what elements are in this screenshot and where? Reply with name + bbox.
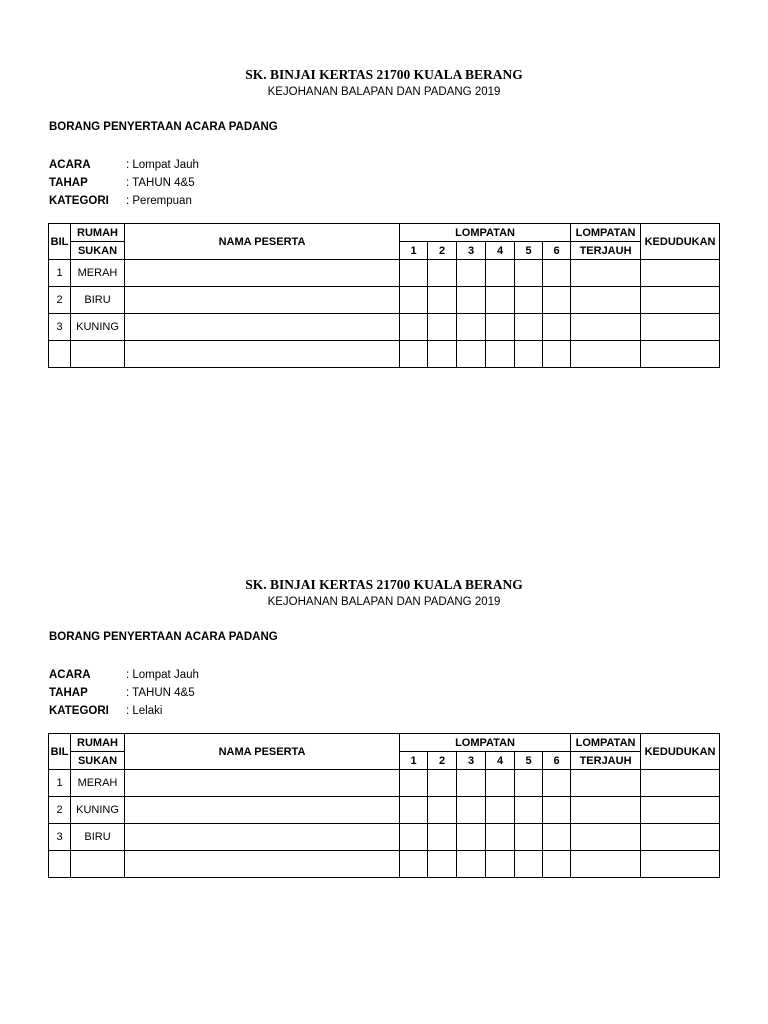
jump-6-cell[interactable] [543, 260, 571, 287]
jump-6-cell[interactable] [543, 770, 571, 797]
jump-5-cell[interactable] [515, 314, 543, 341]
jump-5-cell[interactable] [515, 260, 543, 287]
jump-2-cell[interactable] [428, 260, 457, 287]
sukan-header: SUKAN [71, 242, 125, 260]
table-row [49, 287, 720, 314]
table-row [49, 797, 720, 824]
table-row [49, 260, 720, 287]
jump-number-header: 2 [428, 242, 457, 260]
rumah-sukan-cell: KUNING [71, 797, 125, 824]
jump-number-header: 1 [400, 242, 428, 260]
kedudukan-header: KEDUDUKAN [641, 224, 720, 260]
jump-1-cell[interactable] [400, 824, 428, 851]
jump-3-cell[interactable] [457, 260, 486, 287]
sukan-header: SUKAN [71, 752, 125, 770]
rumah-sukan-cell: BIRU [71, 824, 125, 851]
jump-2-cell[interactable] [428, 341, 457, 368]
kedudukan-cell[interactable] [641, 797, 720, 824]
lompatan-terjauh-cell[interactable] [571, 314, 641, 341]
jump-5-cell[interactable] [515, 770, 543, 797]
lompatan-terjauh-cell[interactable] [571, 260, 641, 287]
rumah-sukan-cell: KUNING [71, 314, 125, 341]
kategori-value: : Perempuan [126, 195, 192, 207]
jump-3-cell[interactable] [457, 797, 486, 824]
lompatan-header: LOMPATAN [400, 734, 571, 752]
entry-table [48, 223, 720, 368]
lompatan-terjauh-cell[interactable] [571, 287, 641, 314]
jump-number-header: 1 [400, 752, 428, 770]
jump-6-cell[interactable] [543, 851, 571, 878]
kedudukan-cell[interactable] [641, 770, 720, 797]
bil-cell: 2 [49, 287, 71, 314]
jump-4-cell[interactable] [486, 824, 515, 851]
jump-1-cell[interactable] [400, 851, 428, 878]
jump-2-cell[interactable] [428, 824, 457, 851]
kategori-label: KATEGORI [49, 195, 109, 207]
jump-3-cell[interactable] [457, 851, 486, 878]
acara-label: ACARA [49, 669, 91, 681]
jump-2-cell[interactable] [428, 770, 457, 797]
jump-1-cell[interactable] [400, 260, 428, 287]
lompatan-terjauh-cell[interactable] [571, 851, 641, 878]
jump-6-cell[interactable] [543, 824, 571, 851]
lompatan-header: LOMPATAN [400, 224, 571, 242]
jump-6-cell[interactable] [543, 314, 571, 341]
acara-label: ACARA [49, 159, 91, 171]
jump-5-cell[interactable] [515, 341, 543, 368]
table-row [49, 770, 720, 797]
jump-1-cell[interactable] [400, 797, 428, 824]
bil-header: BIL [49, 734, 71, 770]
rumah-sukan-cell: BIRU [71, 287, 125, 314]
jump-3-cell[interactable] [457, 824, 486, 851]
nama-peserta-cell[interactable] [125, 341, 400, 368]
jump-4-cell[interactable] [486, 341, 515, 368]
jump-5-cell[interactable] [515, 797, 543, 824]
kedudukan-cell[interactable] [641, 824, 720, 851]
lompatan-terjauh-cell[interactable] [571, 797, 641, 824]
bil-cell: 3 [49, 824, 71, 851]
lompatan-terjauh-cell[interactable] [571, 341, 641, 368]
jump-3-cell[interactable] [457, 287, 486, 314]
nama-peserta-cell[interactable] [125, 851, 400, 878]
jump-number-header: 4 [486, 242, 515, 260]
nama-peserta-cell[interactable] [125, 770, 400, 797]
entry-table [48, 733, 720, 878]
kedudukan-cell[interactable] [641, 851, 720, 878]
jump-6-cell[interactable] [543, 341, 571, 368]
rumah-sukan-cell [71, 851, 125, 878]
jump-4-cell[interactable] [486, 851, 515, 878]
rumah-sukan-cell: MERAH [71, 260, 125, 287]
table-row [49, 824, 720, 851]
jump-2-cell[interactable] [428, 851, 457, 878]
nama-peserta-header: NAMA PESERTA [125, 224, 400, 260]
jump-1-cell[interactable] [400, 770, 428, 797]
table-row [49, 341, 720, 368]
event-title: KEJOHANAN BALAPAN DAN PADANG 2019 [267, 596, 501, 608]
kedudukan-cell[interactable] [641, 287, 720, 314]
rumah-sukan-cell: MERAH [71, 770, 125, 797]
nama-peserta-cell[interactable] [125, 824, 400, 851]
table-row [49, 314, 720, 341]
nama-peserta-cell[interactable] [125, 797, 400, 824]
jump-3-cell[interactable] [457, 341, 486, 368]
event-title: KEJOHANAN BALAPAN DAN PADANG 2019 [267, 86, 501, 98]
lompatan-terjauh-cell[interactable] [571, 770, 641, 797]
jump-number-header: 6 [543, 242, 571, 260]
bil-cell: 1 [49, 770, 71, 797]
tahap-label: TAHAP [49, 177, 88, 189]
form-heading: BORANG PENYERTAAN ACARA PADANG [49, 121, 278, 133]
jump-number-header: 3 [457, 752, 486, 770]
jump-number-header: 4 [486, 752, 515, 770]
jump-4-cell[interactable] [486, 260, 515, 287]
jump-1-cell[interactable] [400, 341, 428, 368]
bil-cell [49, 851, 71, 878]
jump-6-cell[interactable] [543, 797, 571, 824]
lompatan-terjauh-cell[interactable] [571, 824, 641, 851]
jump-2-cell[interactable] [428, 314, 457, 341]
lompatan-terjauh-header: LOMPATAN [571, 734, 641, 752]
jump-5-cell[interactable] [515, 851, 543, 878]
rumah-header: RUMAH [71, 224, 125, 242]
nama-peserta-header: NAMA PESERTA [125, 734, 400, 770]
school-title: SK. BINJAI KERTAS 21700 KUALA BERANG [245, 577, 523, 592]
jump-2-cell[interactable] [428, 287, 457, 314]
tahap-value: : TAHUN 4&5 [126, 177, 195, 189]
kedudukan-cell[interactable] [641, 314, 720, 341]
rumah-sukan-cell [71, 341, 125, 368]
jump-2-cell[interactable] [428, 797, 457, 824]
tahap-value: : TAHUN 4&5 [126, 687, 195, 699]
terjauh-header: TERJAUH [571, 752, 641, 770]
lompatan-terjauh-header: LOMPATAN [571, 224, 641, 242]
nama-peserta-cell[interactable] [125, 287, 400, 314]
jump-3-cell[interactable] [457, 314, 486, 341]
rumah-header: RUMAH [71, 734, 125, 752]
tahap-label: TAHAP [49, 687, 88, 699]
kedudukan-header: KEDUDUKAN [641, 734, 720, 770]
bil-cell: 1 [49, 260, 71, 287]
jump-number-header: 5 [515, 752, 543, 770]
acara-value: : Lompat Jauh [126, 159, 199, 171]
kategori-value: : Lelaki [126, 705, 163, 717]
jump-number-header: 6 [543, 752, 571, 770]
jump-3-cell[interactable] [457, 770, 486, 797]
jump-1-cell[interactable] [400, 287, 428, 314]
bil-cell: 2 [49, 797, 71, 824]
jump-5-cell[interactable] [515, 824, 543, 851]
jump-number-header: 2 [428, 752, 457, 770]
jump-4-cell[interactable] [486, 287, 515, 314]
jump-4-cell[interactable] [486, 314, 515, 341]
form-heading: BORANG PENYERTAAN ACARA PADANG [49, 631, 278, 643]
acara-value: : Lompat Jauh [126, 669, 199, 681]
jump-4-cell[interactable] [486, 770, 515, 797]
table-row [49, 851, 720, 878]
jump-1-cell[interactable] [400, 314, 428, 341]
jump-number-header: 5 [515, 242, 543, 260]
kategori-label: KATEGORI [49, 705, 109, 717]
bil-cell [49, 341, 71, 368]
bil-header: BIL [49, 224, 71, 260]
school-title: SK. BINJAI KERTAS 21700 KUALA BERANG [245, 67, 523, 82]
kedudukan-cell[interactable] [641, 260, 720, 287]
nama-peserta-cell[interactable] [125, 260, 400, 287]
jump-number-header: 3 [457, 242, 486, 260]
jump-4-cell[interactable] [486, 797, 515, 824]
jump-6-cell[interactable] [543, 287, 571, 314]
terjauh-header: TERJAUH [571, 242, 641, 260]
jump-5-cell[interactable] [515, 287, 543, 314]
bil-cell: 3 [49, 314, 71, 341]
kedudukan-cell[interactable] [641, 341, 720, 368]
nama-peserta-cell[interactable] [125, 314, 400, 341]
